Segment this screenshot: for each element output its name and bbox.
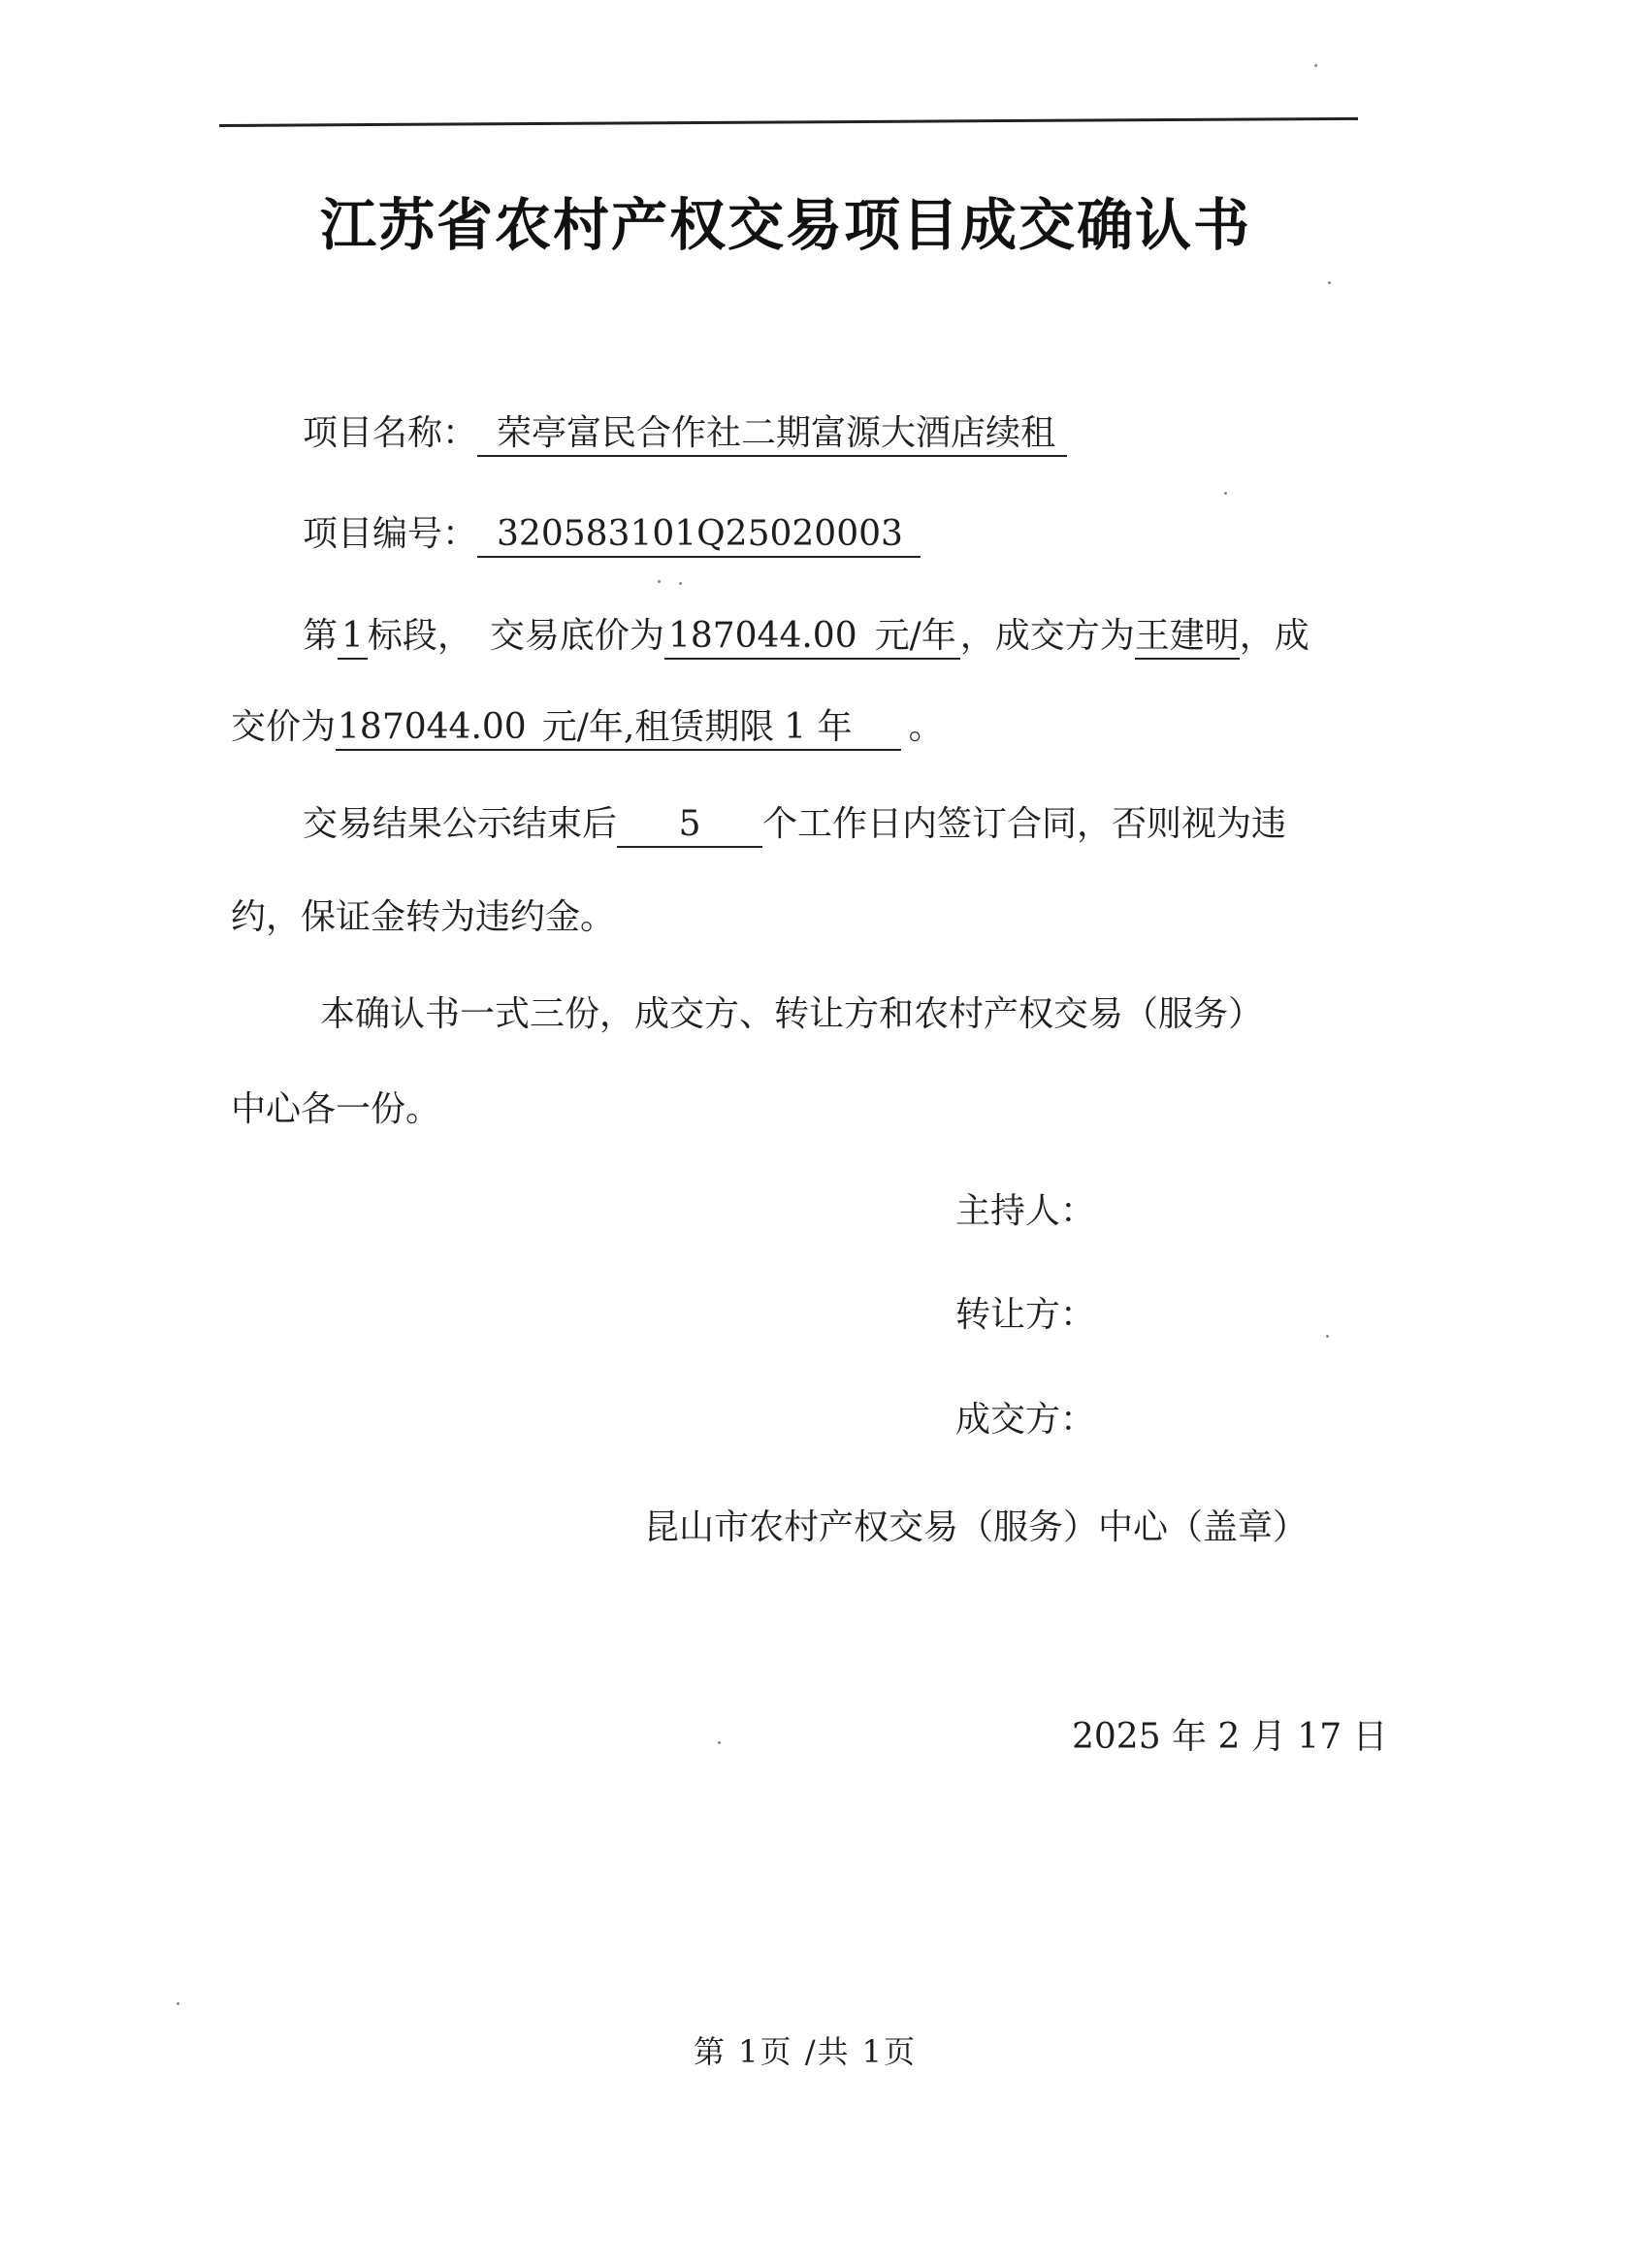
issue-date: 2025 年 2 月 17 日 <box>1072 1717 1388 1757</box>
section-text-prefix: 第 <box>303 616 339 656</box>
winner-name: 王建明 <box>1135 615 1240 660</box>
deal-price-value: 187044.00 <box>336 706 529 751</box>
section-text-winner-label: ，成交方为 <box>959 616 1135 656</box>
section-text-end: 。 <box>908 707 944 747</box>
section-text-base-price-label: 标段， 交易底价为 <box>367 616 664 656</box>
scan-speck <box>1328 281 1331 284</box>
signing-text-suffix: 个工作日内签订合同，否则视为违 <box>762 804 1287 844</box>
scan-speck <box>1326 1335 1329 1338</box>
buyer-signature-label: 成交方： <box>955 1400 1096 1440</box>
host-signature-label: 主持人： <box>955 1191 1096 1231</box>
scan-speck <box>177 2002 179 2005</box>
project-name-label: 项目名称： <box>303 413 478 453</box>
project-code-label: 项目编号： <box>303 514 478 554</box>
lease-term: 1 年 <box>774 706 900 751</box>
scan-speck <box>1314 64 1317 67</box>
header-rule <box>219 117 1358 127</box>
project-code-row <box>303 511 921 558</box>
base-price-unit: 元/年 <box>861 615 960 660</box>
section-line-1 <box>303 613 1310 660</box>
signing-line-2: 约，保证金转为违约金。 <box>231 897 616 937</box>
deal-price-unit-and-term-label: 元/年,租赁期限 <box>529 706 775 751</box>
signing-text-prefix: 交易结果公示结束后 <box>303 804 618 844</box>
signing-days: 5 <box>617 803 762 848</box>
page-footer: 第 1页 /共 1页 <box>693 2033 918 2070</box>
transferor-signature-label: 转让方： <box>955 1295 1096 1335</box>
project-name-row <box>303 410 1067 457</box>
issuer: 昆山市农村产权交易（服务）中心（盖章） <box>644 1507 1309 1547</box>
section-text-continue: ，成 <box>1239 616 1310 656</box>
document-title: 江苏省农村产权交易项目成交确认书 <box>319 192 1251 258</box>
scan-speck <box>658 580 661 583</box>
signing-line-1 <box>303 801 1286 848</box>
base-price-value: 187044.00 <box>664 615 861 660</box>
scan-speck <box>718 1741 721 1744</box>
project-name-value: 荣亭富民合作社二期富源大酒店续租 <box>477 412 1067 457</box>
copies-line-2: 中心各一份。 <box>231 1089 441 1129</box>
scan-speck <box>1224 492 1227 495</box>
section-line-2 <box>231 704 944 751</box>
scan-speck <box>679 582 682 585</box>
lot-number: 1 <box>338 615 368 660</box>
copies-line-1: 本确认书一式三份，成交方、转让方和农村产权交易（服务） <box>320 994 1264 1034</box>
project-code-value: 320583101Q25020003 <box>477 513 921 558</box>
section-text-deal-price-label: 交价为 <box>231 707 337 747</box>
